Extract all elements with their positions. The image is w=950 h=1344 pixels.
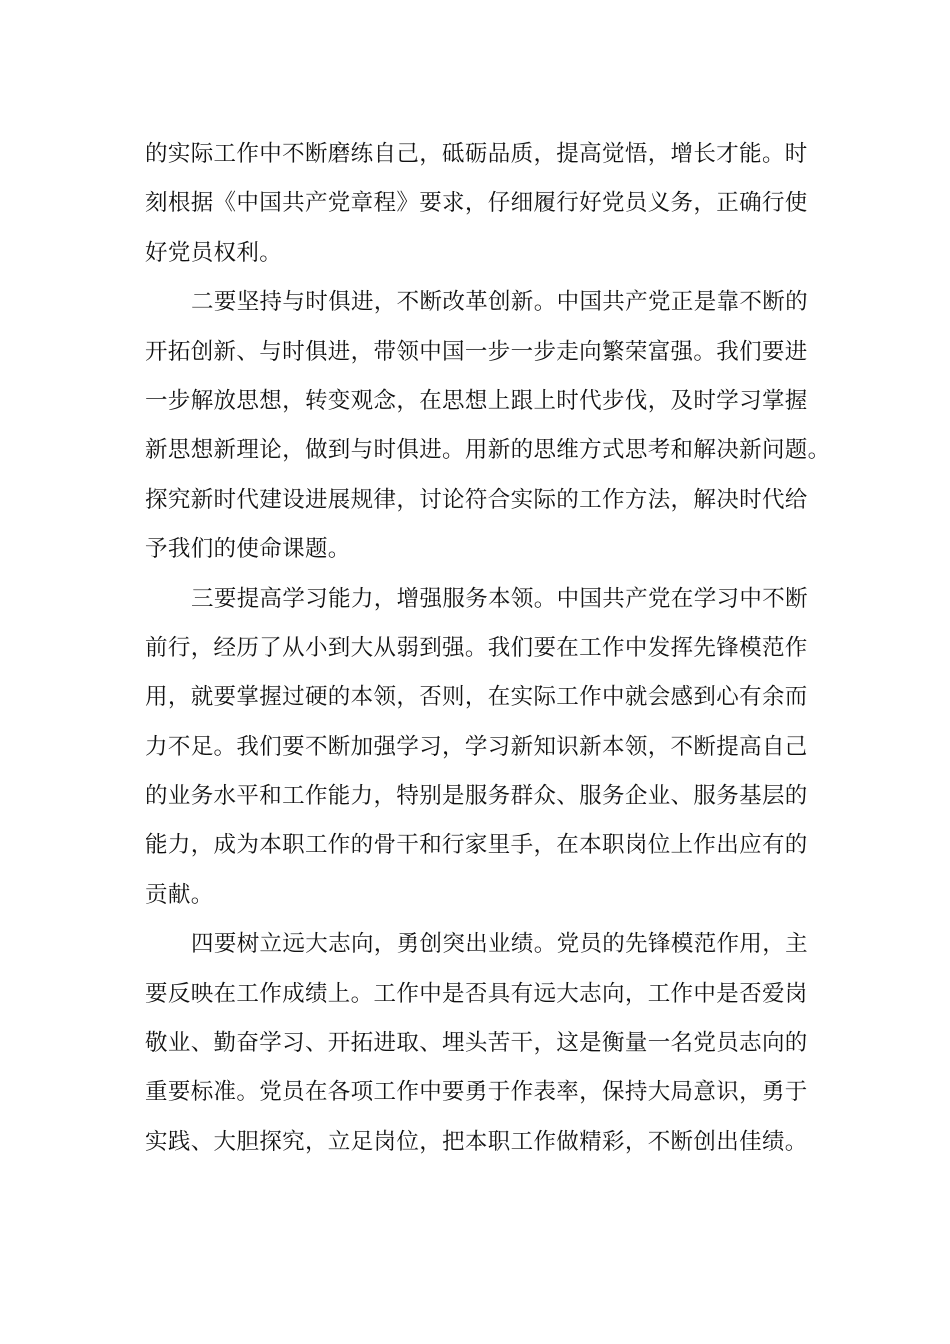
text-line: 刻根据《中国共产党章程》要求，仔细履行好党员义务，正确行使 bbox=[145, 190, 808, 217]
text-line: 的实际工作中不断磨练自己，砥砺品质，提高觉悟，增长才能。时 bbox=[145, 141, 808, 167]
text-line: 新思想新理论，做到与时俱进。用新的思维方式思考和解决新问题。 bbox=[145, 437, 831, 464]
text-line: 好党员权利。 bbox=[145, 239, 283, 266]
text-line: 二要坚持与时俱进，不断改革创新。中国共产党正是靠不断的 bbox=[191, 289, 808, 316]
text-line: 一步解放思想，转变观念，在思想上跟上时代步伐，及时学习掌握 bbox=[145, 387, 808, 414]
paragraph-continuation bbox=[145, 130, 815, 278]
text-line: 前行，经历了从小到大从弱到强。我们要在工作中发挥先锋模范作 bbox=[145, 634, 808, 661]
text-line: 敬业、勤奋学习、开拓进取、埋头苦干，这是衡量一名党员志向的 bbox=[145, 1030, 808, 1057]
paragraph-point-four bbox=[145, 920, 815, 1167]
text-line: 三要提高学习能力，增强服务本领。中国共产党在学习中不断 bbox=[191, 585, 808, 612]
paragraph-point-three bbox=[145, 575, 815, 921]
text-line: 能力，成为本职工作的骨干和行家里手，在本职岗位上作出应有的 bbox=[145, 832, 808, 859]
text-line: 力不足。我们要不断加强学习，学习新知识新本领，不断提高自己 bbox=[145, 733, 808, 760]
text-line: 重要标准。党员在各项工作中要勇于作表率，保持大局意识，勇于 bbox=[145, 1079, 808, 1106]
text-line: 要反映在工作成绩上。工作中是否具有远大志向，工作中是否爱岗 bbox=[145, 980, 808, 1007]
text-line: 开拓创新、与时俱进，带领中国一步一步走向繁荣富强。我们要进 bbox=[145, 338, 808, 365]
text-line: 实践、大胆探究，立足岗位，把本职工作做精彩，不断创出佳绩。 bbox=[145, 1128, 808, 1155]
paragraph-point-two bbox=[145, 278, 831, 574]
text-line: 用，就要掌握过硬的本领，否则，在实际工作中就会感到心有余而 bbox=[145, 684, 808, 711]
text-line: 予我们的使命课题。 bbox=[145, 536, 351, 563]
text-line: 贡献。 bbox=[145, 881, 214, 908]
text-line: 的业务水平和工作能力，特别是服务群众、服务企业、服务基层的 bbox=[145, 783, 808, 810]
body-text bbox=[145, 130, 831, 1167]
text-line: 探究新时代建设进展规律，讨论符合实际的工作方法，解决时代给 bbox=[145, 486, 808, 513]
text-line: 四要树立远大志向，勇创突出业绩。党员的先锋模范作用，主 bbox=[191, 931, 808, 958]
